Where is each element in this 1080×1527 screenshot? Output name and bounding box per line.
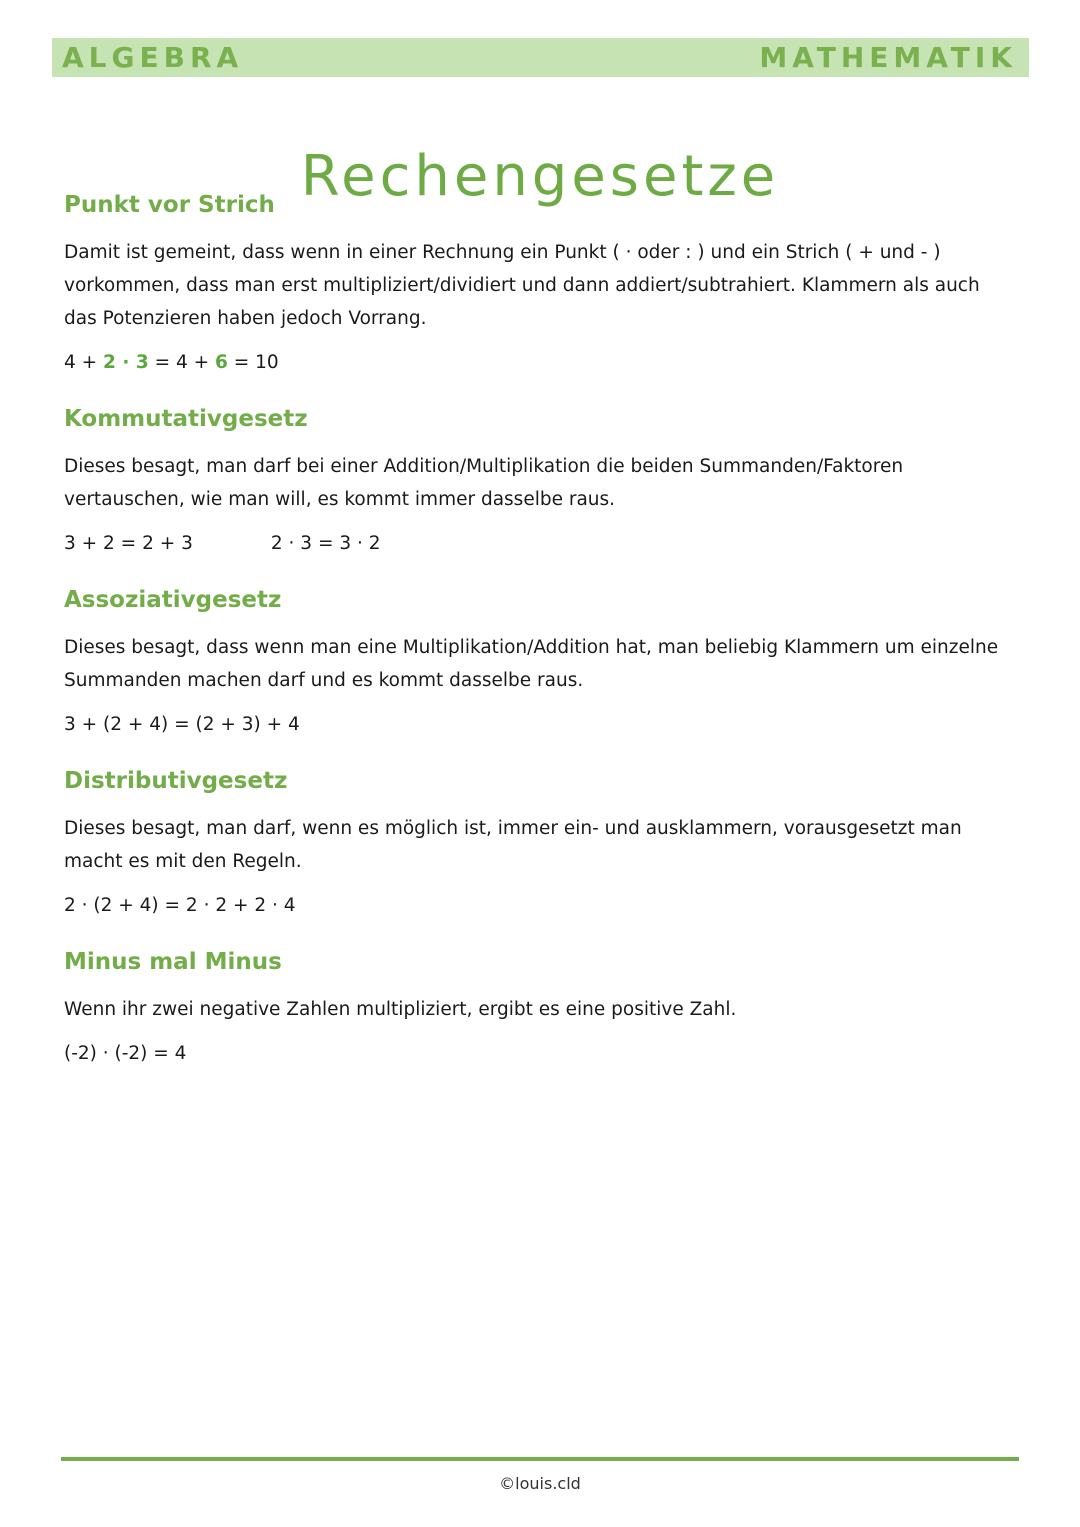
footer-copyright: ©louis.cld bbox=[499, 1474, 581, 1493]
section-minus-mal-minus bbox=[64, 947, 1014, 1068]
section-distributivgesetz bbox=[64, 766, 1014, 920]
section-text: Dieses besagt, dass wenn man eine Multiplikation/Addition hat, man beliebig Klammern um einzelne Summanden machen darf und es kommt dasselbe raus. bbox=[64, 637, 999, 691]
header-course: MATHEMATIK bbox=[759, 41, 1017, 74]
section-example bbox=[64, 349, 1014, 377]
section-text: Damit ist gemeint, dass wenn in einer Rechnung ein Punkt ( · oder : ) und ein Strich ( + und - ) vorkommen, dass man erst multipliziert/dividiert und dann addiert/subtrahiert. Klammern als auch das Potenzieren haben jedoch Vorrang. bbox=[64, 242, 980, 329]
section-heading: Kommutativgesetz bbox=[64, 406, 308, 432]
example-part: = 4 + bbox=[148, 352, 215, 373]
section-text: Dieses besagt, man darf, wenn es möglich ist, immer ein- und ausklammern, vorausgesetzt man macht es mit den Regeln. bbox=[64, 818, 962, 872]
section-punkt-vor-strich bbox=[64, 190, 1014, 377]
section-example: 2 · (2 + 4) = 2 · 2 + 2 · 4 bbox=[64, 895, 296, 916]
section-example: 3 + (2 + 4) = (2 + 3) + 4 bbox=[64, 714, 300, 735]
section-heading: Assoziativgesetz bbox=[64, 587, 282, 613]
section-example: (-2) · (-2) = 4 bbox=[64, 1043, 187, 1064]
example-part: 4 + bbox=[64, 352, 104, 373]
section-heading: Distributivgesetz bbox=[64, 768, 288, 794]
section-heading: Minus mal Minus bbox=[64, 949, 282, 975]
section-text: Wenn ihr zwei negative Zahlen multipliziert, ergibt es eine positive Zahl. bbox=[64, 999, 737, 1020]
example-addition: 3 + 2 = 2 + 3 bbox=[64, 533, 193, 554]
section-text: Dieses besagt, man darf bei einer Addition/Multiplikation die beiden Summanden/Faktoren vertauschen, wie man will, es kommt immer dasselbe raus. bbox=[64, 456, 904, 510]
example-part: = 10 bbox=[227, 352, 279, 373]
section-heading: Punkt vor Strich bbox=[64, 192, 275, 218]
header-subject: ALGEBRA bbox=[62, 41, 244, 74]
footer-divider bbox=[61, 1457, 1019, 1461]
example-highlight: 2 · 3 bbox=[103, 352, 149, 373]
section-assoziativgesetz bbox=[64, 585, 1014, 739]
header-band bbox=[52, 38, 1029, 77]
example-highlight: 6 bbox=[215, 352, 228, 373]
section-example bbox=[64, 530, 1014, 558]
example-multiplication: 2 · 3 = 3 · 2 bbox=[270, 533, 381, 554]
section-kommutativgesetz bbox=[64, 404, 1014, 558]
page-title: Rechengesetze bbox=[300, 143, 780, 209]
